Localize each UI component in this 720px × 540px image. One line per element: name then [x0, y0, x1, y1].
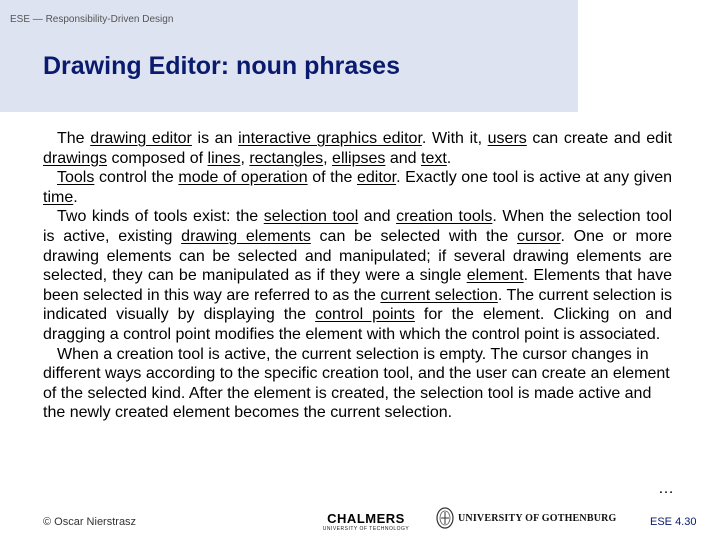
text-segment: The — [57, 130, 91, 147]
noun-phrase: time — [43, 188, 74, 206]
text-segment: . Exactly one tool is active at any given — [396, 169, 673, 187]
slide-body — [43, 129, 672, 423]
noun-phrase: mode of operation — [178, 169, 308, 187]
continuation-ellipsis: … — [658, 480, 674, 497]
paragraph-1 — [43, 129, 672, 168]
text-segment: . — [73, 188, 78, 206]
noun-phrase: drawings — [43, 149, 108, 167]
text-segment: . When the selection tool is active, existing — [43, 208, 672, 245]
text-segment: of the — [307, 169, 357, 187]
noun-phrase: rectangles — [249, 149, 324, 167]
text-segment: . Elements that have been selected in this way are referred to as the — [43, 267, 673, 304]
text-segment: control the — [94, 169, 179, 187]
gothenburg-seal-icon — [436, 507, 454, 529]
text-segment: for the element. Clicking on and dragging a control point modifies the element with which the control point is associated. — [43, 306, 673, 343]
noun-phrase: control points — [315, 306, 415, 324]
text-segment: . With it, — [421, 130, 488, 147]
text-segment: , — [323, 149, 333, 167]
page-title: Drawing Editor: noun phrases — [43, 52, 400, 80]
text-segment: composed of — [107, 149, 208, 167]
paragraph-2 — [43, 168, 672, 207]
text-segment: . — [446, 149, 452, 167]
copyright-text: © Oscar Nierstrasz — [43, 516, 137, 528]
noun-phrase: interactive graphics editor — [238, 130, 422, 147]
noun-phrase: drawing elements — [181, 227, 311, 245]
paragraph-4 — [43, 345, 672, 423]
text-segment: When a creation tool is active, the current selection is empty. The cursor changes in different ways according to the specific creation tool, and the user can create an element of the selected kind. After the element is created, the selection tool is made active and the newly created element becomes the current selection. — [43, 345, 670, 422]
course-label: ESE — Responsibility-Driven Design — [10, 14, 174, 25]
paragraph-3 — [43, 207, 672, 344]
noun-phrase: editor — [356, 169, 397, 187]
noun-phrase: selection tool — [263, 208, 359, 226]
noun-phrase: lines — [207, 149, 241, 167]
text-segment: . One or more drawing elements can be selected and manipulated; if several drawing elements are selected, they can be manipulated as if they were a single — [43, 227, 673, 285]
noun-phrase: ellipses — [332, 149, 386, 167]
chalmers-logo-subtitle: UNIVERSITY OF TECHNOLOGY — [322, 526, 410, 532]
noun-phrase: Tools — [57, 169, 95, 187]
chalmers-logo-name: CHALMERS — [327, 511, 405, 526]
noun-phrase: drawing editor — [90, 130, 192, 147]
text-segment: can create and edit — [526, 130, 673, 147]
text-segment: , — [240, 149, 250, 167]
text-segment: is an — [191, 130, 239, 147]
gothenburg-logo-name: UNIVERSITY OF GOTHENBURG — [458, 512, 617, 524]
text-segment: and — [385, 149, 421, 167]
text-segment: . The current selection is indicated visually by displaying the — [43, 286, 673, 324]
noun-phrase: cursor — [516, 227, 561, 245]
text-segment: Two kinds of tools exist: the — [57, 208, 264, 226]
text-segment: can be selected with the — [310, 227, 517, 245]
noun-phrase: current selection — [380, 286, 498, 304]
noun-phrase: text — [421, 149, 447, 167]
noun-phrase: element — [466, 267, 524, 285]
text-segment: and — [358, 208, 397, 226]
noun-phrase: users — [487, 130, 527, 147]
slide-number: ESE 4.30 — [650, 516, 697, 528]
noun-phrase: creation tools — [396, 208, 493, 226]
chalmers-logo — [320, 512, 412, 532]
gothenburg-logo — [436, 507, 617, 529]
